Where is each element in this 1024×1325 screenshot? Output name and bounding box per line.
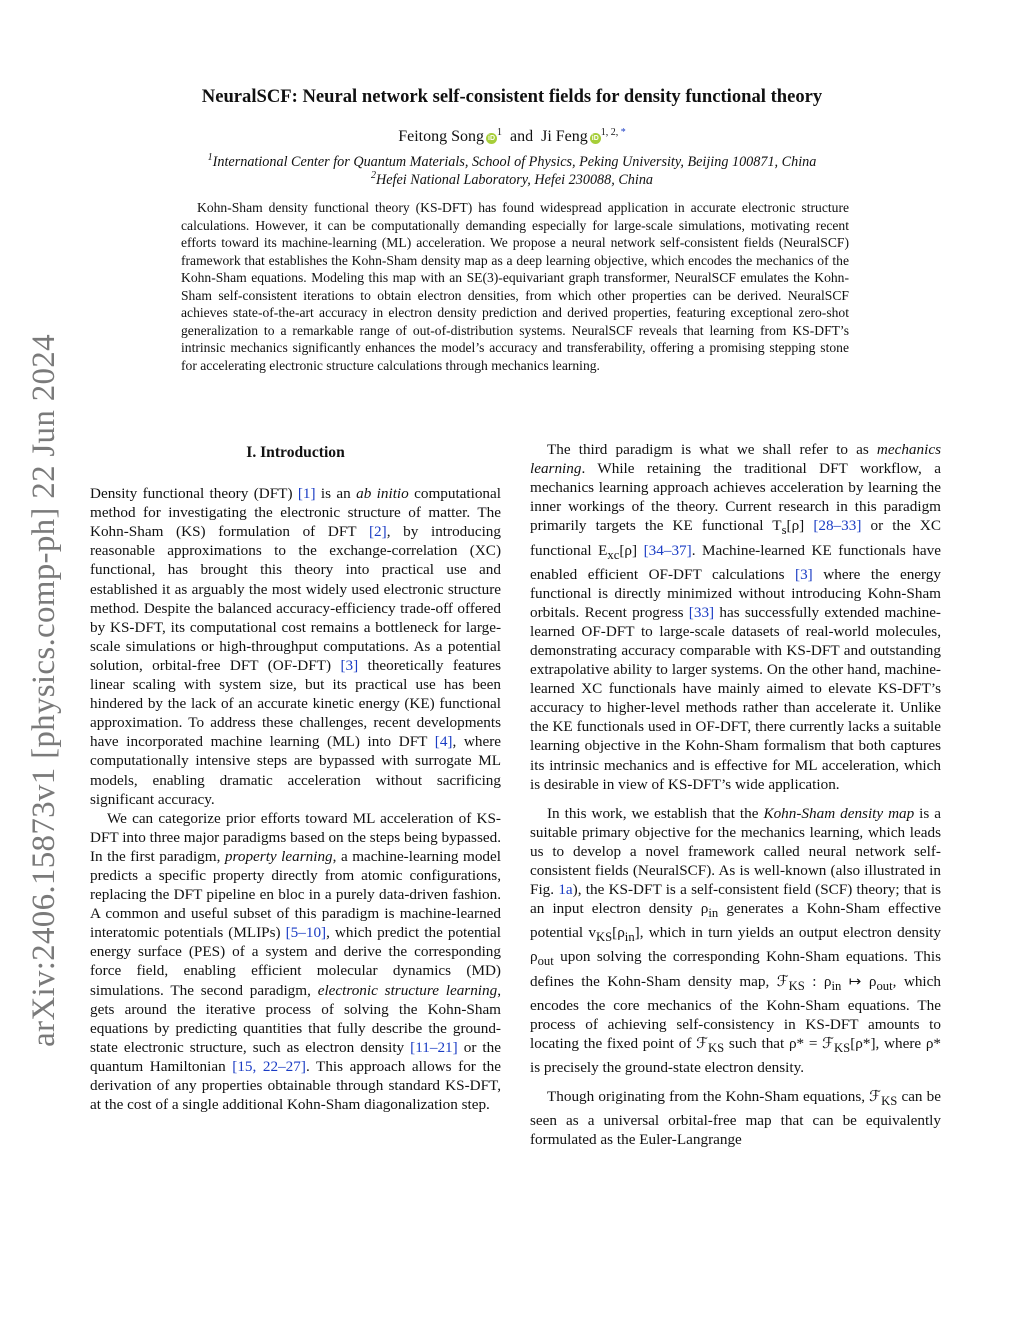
paragraph: Density functional theory (DFT) [1] is an ab initio computational method for investigating the electronic structure of matter. The Kohn-Sham (KS) formulation of DFT [2], by introducing reasonable approximations to the exchange-correlation (XC) functional, has brought this theory into practical use and established it as arguably the most widely used electronic structure method. Despite the balanced accuracy-efficiency trade-off offered by KS-DFT, its computational cost remains a bottleneck for large-scale simulations or high-throughput computations. As a potential solution, orbital-free DFT (OF-DFT) [3] theoretically features linear scaling with system size, but its practical use has been hindered by the lack of an accurate kinetic energy (KE) functional approximation. To address these challenges, recent developments have incorporated machine learning (ML) into DFT [4], where computationally intensive steps are bypassed with surrogate ML models, enabling dramatic acceleration without sacrificing significant accuracy.: [90, 485, 501, 808]
citation-link[interactable]: [4]: [434, 733, 453, 751]
arxiv-identifier: [18, 290, 70, 1090]
author-name: Feitong Song: [398, 128, 484, 145]
abstract: Kohn-Sham density functional theory (KS-DFT) has found widespread application in accurate electronic structure calculations. However, it can be computationally demanding especially for large-scale simulations, motivating recent efforts toward its machine-learning (ML) acceleration. We propose a neural network self-consistent fields (NeuralSCF) framework that establishes the Kohn-Sham density map as a deep learning objective, which encodes the mechanics of the Kohn-Sham equations. Modeling this map with an SE(3)-equivariant graph transformer, NeuralSCF emulates the Kohn-Sham self-consistent iterations to obtain electron densities, from which other properties can be derived. NeuralSCF achieves state-of-the-art accuracy in electron density prediction and derived properties, featuring exceptional zero-shot generalization to a remarkable range of out-of-distribution systems. NeuralSCF reveals that learning from KS-DFT’s intrinsic mechanics significantly enhances the model’s accuracy and transferability, offering a promising stepping stone for accelerating electronic structure calculations through mechanics learning.: [181, 200, 849, 373]
paper-title: NeuralSCF: Neural network self-consistent fields for density functional theory: [201, 86, 823, 107]
citation-link[interactable]: [3]: [795, 565, 813, 583]
affiliation-number: 1: [207, 152, 213, 163]
author-affiliation-mark: 1: [497, 127, 502, 138]
left-column: [90, 440, 501, 1114]
affiliation: [90, 172, 934, 189]
citation-link[interactable]: [2]: [368, 523, 387, 541]
citation-link[interactable]: [33]: [688, 603, 715, 621]
figure-link[interactable]: 1a: [558, 881, 573, 899]
citation-link[interactable]: [15, 22–27]: [232, 1057, 306, 1075]
affiliation: [90, 154, 934, 171]
paragraph: In this work, we establish that the Kohn-Sham density map is a suitable primary objective for the mechanics learning, which leads us to develop a novel framework called neural network self-consistent fields (NeuralSCF). As is well-known (also illustrated in Fig. 1a), the KS-DFT is a self-consistent field (SCF) theory; that is an input electron density $\rho_{in}$ generates a Kohn-Sham effective potential $v_{KS}[\rho_{in}]$, which in turn yields an output electron density $\rho_{out}$ upon solving the corresponding Kohn-Sham equations. This defines the Kohn-Sham density map, ℱ$_{KS}$ : $\rho_{in}$ ↦ $\rho_{out}$, which encodes the core mechanics of the Kohn-Sham equations. The process of achieving self-consistency in KS-DFT amounts to locating the fixed point of ℱ$_{KS}$ such that ρ* = ℱ$_{KS}$[ρ*], where ρ* is precisely the ground-state electron density.: [530, 804, 942, 1077]
paragraph: The third paradigm is what we shall refer to as mechanics learning. While retaining the traditional DFT workflow, a mechanics learning approach achieves acceleration by learning the inner workings of the theory. Current research in this paradigm primarily targets the KE functional $T_s[\rho]$ [28–33] or the XC functional $E_{xc}[\rho]$ [34–37]. Machine-learned KE functionals have enabled efficient OF-DFT calculations [3] where the energy functional is directly minimized without introducing Kohn-Sham orbitals. Recent progress [33] has successfully extended machine-learned OF-DFT to large-scale datasets of real-world molecules, demonstrating accuracy comparable with KS-DFT and outstanding extrapolative ability to larger systems. On the other hand, machine-learned XC functionals have mainly aimed to elevate KS-DFT’s accuracy to higher-level methods rather than accelerate it. Unlike the KE functionals used in OF-DFT, there currently lacks a suitable learning objective in the Kohn-Sham formalism that both captures its intrinsic mechanics and is effective for ML acceleration, which is desirable in view of KS-DFT’s wide application.: [530, 441, 941, 793]
citation-link[interactable]: [3]: [340, 656, 359, 674]
right-column: [530, 440, 941, 1149]
citation-link[interactable]: [11–21]: [410, 1038, 458, 1056]
paragraph: Though originating from the Kohn-Sham equations, ℱ$_{KS}$ can be seen as a universal orbital-free map that can be equivalently formulated as the Euler-Langrange: [530, 1088, 941, 1149]
paragraph: We can categorize prior efforts toward ML acceleration of KS-DFT into three major paradigms based on the steps being bypassed. In the first paradigm, property learning, a machine-learning model predicts a specific property directly from atomic configurations, replacing the DFT pipeline en bloc in a purely data-driven fashion. A common and useful subset of this paradigm is machine-learned interatomic potentials (MLIPs) [5–10], which predict the potential energy surface (PES) of a system and derive the corresponding force field, enabling efficient molecular dynamics (MD) simulations. The second paradigm, electronic structure learning, gets around the iterative process of solving the Kohn-Sham equations by predicting quantities that fully describe the ground-state electronic structure, such as electron density [11–21] or the quantum Hamiltonian [15, 22–27]. This approach allows for the derivation of any properties obtainable through standard KS-DFT, at the cost of a single additional Kohn-Sham diagonalization step.: [90, 809, 501, 1114]
corresponding-author-link[interactable]: *: [620, 127, 626, 138]
author-name: Ji Feng: [541, 128, 588, 145]
citation-link[interactable]: [34–37]: [643, 541, 692, 559]
citation-link[interactable]: [5–10]: [285, 924, 327, 942]
orcid-icon[interactable]: iD: [591, 135, 599, 142]
orcid-icon[interactable]: iD: [488, 135, 495, 142]
affiliation-text: International Center for Quantum Materials, School of Physics, Peking University, Beijing 100871, China: [212, 154, 817, 170]
citation-link[interactable]: [28–33]: [813, 517, 862, 535]
affiliation-text: Hefei National Laboratory, Hefei 230088, China: [375, 172, 654, 188]
citation-link[interactable]: [1]: [297, 485, 316, 503]
author-list: [90, 128, 934, 146]
affiliation-number: 2: [370, 170, 376, 181]
author-affiliation-mark: 1, 2,: [600, 127, 621, 138]
section-heading: I. Introduction: [246, 444, 345, 461]
arxiv-identifier-text: arXiv:2406.15873v1 [physics.comp-ph] 22 Jun 2024: [25, 333, 62, 1047]
author-conjunction: and: [510, 128, 534, 145]
